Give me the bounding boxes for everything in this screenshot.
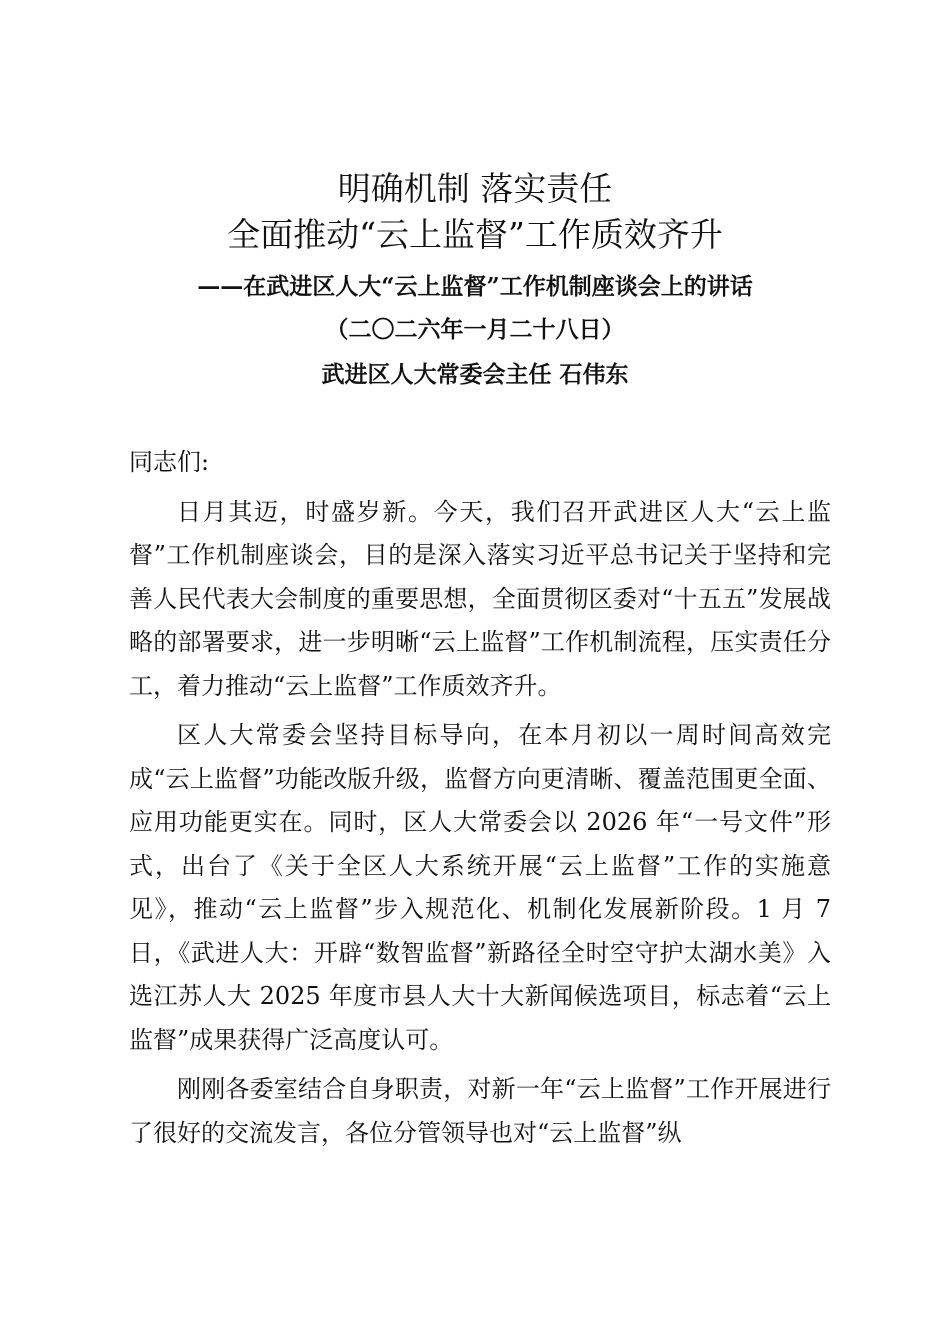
paragraph-2: 区人大常委会坚持目标导向，在本月初以一周时间高效完成“云上监督”功能改版升级，监督方向更清晰、覆盖范围更全面、应用功能更实在。同时，区人大常委会以 2026 年“一号文件”形式，出台了《关于全区人大系统开展“云上监督”工作的实施意见》，推动“云上监督”步入规范化、机制化发展新阶段。1 月 7 日，《武进人大：开辟“数智监督”新路径全时空守护太湖水美》入选江苏人大 2025 年度市县人大十大新闻候选项目，标志着“云上监督”成果获得广泛高度认可。 [129, 721, 831, 1054]
salutation: 同志们: [129, 448, 210, 476]
speech-date: （二〇二六年一月二十八日） [325, 316, 625, 343]
title-block [0, 166, 950, 398]
paragraph-1: 日月其迈，时盛岁新。今天，我们召开武进区人大“云上监督”工作机制座谈会，目的是深入落实习近平总书记关于坚持和完善人民代表大会制度的重要思想，全面贯彻区委对“十五五”发展战略的部署要求，进一步明晰“云上监督”工作机制流程，压实责任分工，着力推动“云上监督”工作质效齐升。 [129, 497, 831, 700]
paragraph-3: 刚刚各委室结合自身职责，对新一年“云上监督”工作开展进行了很好的交流发言，各位分管领导也对“云上监督”纵 [129, 1075, 831, 1147]
author-line: 武进区人大常委会主任 石伟东 [321, 361, 629, 388]
subtitle: ——在武进区人大“云上监督”工作机制座谈会上的讲话 [197, 273, 753, 300]
main-title-line-1: 明确机制 落实责任 [337, 169, 613, 208]
main-title-line-2: 全面推动“云上监督”工作质效齐升 [227, 215, 723, 254]
speech-body [129, 441, 831, 1155]
